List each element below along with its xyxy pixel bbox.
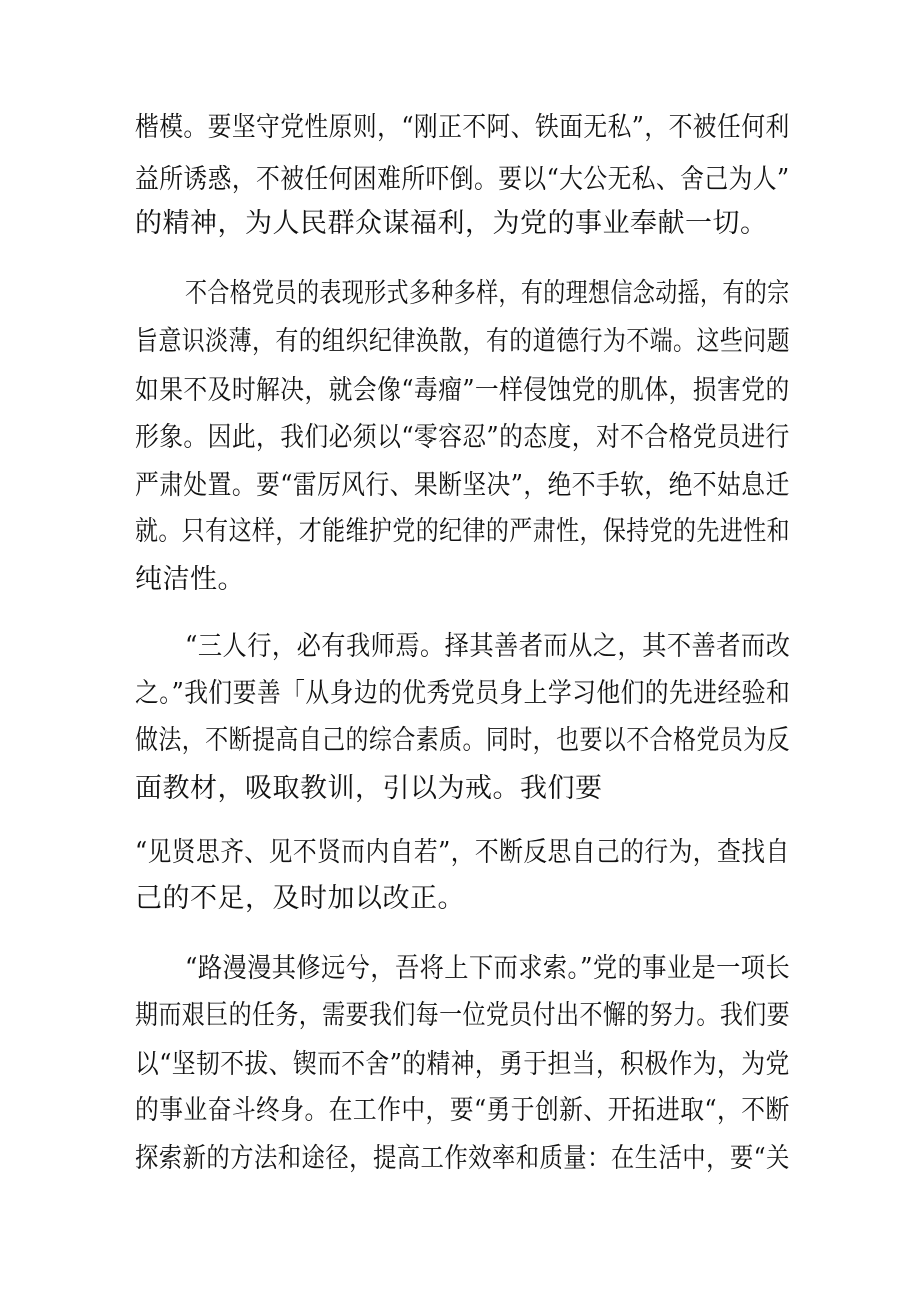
text-line: 的事业奋斗终身。在工作中，要“勇于创新、开拓进取“，不断 bbox=[135, 1095, 790, 1126]
text-line: 如果不及时解决，就会像“毒瘤”一样侵蚀党的肌体，损害党的 bbox=[135, 375, 790, 406]
text-line: “三人行，必有我师焉。择其善者而从之，其不善者而改 bbox=[185, 631, 791, 662]
text-line: 形象。因此，我们必须以“零容忍”的态度，对不合格党员进行 bbox=[135, 422, 790, 453]
text-line: 做法，不断提高自己的综合素质。同时，也要以不合格党员为反 bbox=[135, 725, 790, 756]
text-line: 纯洁性。 bbox=[135, 564, 245, 595]
text-line: 不合格党员的表现形式多种多样，有的理想信念动摇，有的宗 bbox=[185, 278, 790, 309]
text-line: 就。只有这样，才能维护党的纪律的严肃性，保持党的先进性和 bbox=[135, 516, 790, 547]
text-line: “见贤思齐、见不贤而内自若”，不断反思自己的行为，查找自 bbox=[135, 837, 790, 868]
text-line: 探索新的方法和途径，提高工作效率和质量：在生活中，要“关 bbox=[135, 1143, 790, 1174]
text-line: “路漫漫其修远兮，吾将上下而求索。”党的事业是一项长 bbox=[185, 953, 791, 984]
text-line: 之。”我们要善「从身边的优秀党员身上学习他们的先进经验和 bbox=[135, 678, 791, 709]
text-line: 严肃处置。要“雷厉风行、果断坚决”，绝不手软，绝不姑息迁 bbox=[135, 470, 790, 501]
text-line: 期而艰巨的任务，需要我们每一位党员付出不懈的努力。我们要 bbox=[135, 1000, 790, 1031]
text-line: 楷模。要坚守党性原则，“刚正不阿、铁面无私”，不被任何利 bbox=[135, 112, 790, 143]
text-line: 己的不足，及时加以改正。 bbox=[135, 883, 465, 914]
text-line: 的精神，为人民群众谋福利，为党的事业奉献一切。 bbox=[135, 208, 768, 239]
text-line: 旨意识淡薄，有的组织纪律涣散，有的道德行为不端。这些问题 bbox=[135, 326, 790, 357]
text-line: 面教材，吸取教训，引以为戒。我们要 bbox=[135, 773, 603, 804]
text-line: 益所诱惑，不被任何困难所吓倒。要以“大公无私、舍己为人” bbox=[135, 164, 790, 195]
text-line: 以“坚韧不拔、锲而不舍”的精神，勇于担当，积极作为，为党 bbox=[135, 1049, 790, 1080]
